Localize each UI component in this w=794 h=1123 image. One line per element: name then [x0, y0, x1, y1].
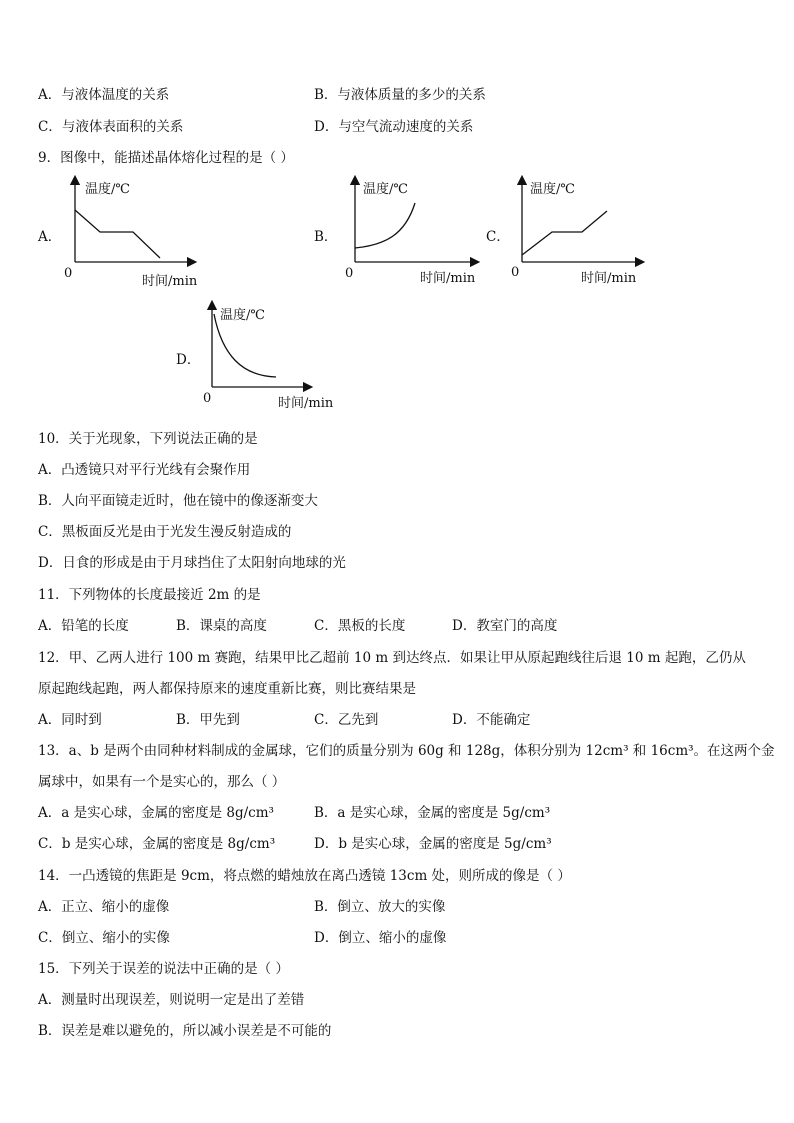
- curve-rising: [355, 203, 415, 248]
- x-label: 时间/min: [581, 271, 637, 286]
- q12-stem-line2: 原起跑线起跑，两人都保持原来的速度重新比赛，则比赛结果是: [38, 681, 416, 697]
- q15-stem: 15．下列关于误差的说法中正确的是（ ）: [38, 961, 289, 977]
- y-label: 温度/℃: [85, 182, 130, 197]
- origin-label: 0: [64, 266, 73, 281]
- x-label: 时间/min: [278, 396, 334, 411]
- q9-graph-b-label: B．: [314, 229, 338, 245]
- q11-option-c: C．黑板的长度: [314, 618, 406, 634]
- origin-label: 0: [203, 391, 212, 406]
- q11-option-b: B．课桌的高度: [176, 618, 267, 634]
- q14-stem: 14．一凸透镜的焦距是 9cm，将点燃的蜡烛放在离凸透镜 13cm 处，则所成的像是（ ）: [38, 868, 571, 884]
- q11-stem: 11．下列物体的长度最接近 2m 的是: [38, 587, 261, 603]
- origin-label: 0: [511, 265, 520, 280]
- y-label: 温度/℃: [363, 182, 408, 197]
- q12-option-a: A．同时到: [38, 712, 102, 728]
- q14-option-b: B．倒立、放大的实像: [314, 899, 446, 915]
- q8-option-c: C．与液体表面积的关系: [38, 119, 184, 135]
- q13-option-b: B．a 是实心球，金属的密度是 5g/cm³: [314, 805, 551, 821]
- q12-stem-line1: 12．甲、乙两人进行 100 m 赛跑，结果甲比乙超前 10 m 到达终点．如果让甲从原起跑线往后退 10 m 起跑，乙仍从: [38, 650, 746, 666]
- q11-option-a: A．铅笔的长度: [38, 618, 129, 634]
- q9-graph-d-label: D．: [176, 352, 201, 368]
- y-label: 温度/℃: [220, 308, 265, 323]
- curve-decay: [214, 314, 276, 377]
- x-label: 时间/min: [420, 271, 476, 286]
- origin-label: 0: [345, 266, 354, 281]
- q15-option-b: B．误差是难以避免的，所以减小误差是不可能的: [38, 1023, 332, 1039]
- curve-melting-plateau: [522, 211, 607, 255]
- q13-stem-line2: 属球中，如果有一个是实心的，那么（ ）: [38, 774, 286, 790]
- q13-option-a: A．a 是实心球，金属的密度是 8g/cm³: [38, 805, 274, 821]
- q10-option-d: D．日食的形成是由于月球挡住了太阳射向地球的光: [38, 555, 346, 571]
- q10-stem: 10．关于光现象，下列说法正确的是: [38, 431, 258, 447]
- q15-option-a: A．测量时出现误差，则说明一定是出了差错: [38, 992, 305, 1008]
- q13-option-c: C．b 是实心球，金属的密度是 8g/cm³: [38, 836, 276, 852]
- q12-option-c: C．乙先到: [314, 712, 379, 728]
- q14-option-a: A．正立、缩小的虚像: [38, 899, 170, 915]
- q12-option-d: D．不能确定: [452, 712, 531, 728]
- q9-stem: 9．图像中，能描述晶体熔化过程的是（ ）: [38, 150, 294, 166]
- q12-option-b: B．甲先到: [176, 712, 240, 728]
- q14-option-c: C．倒立、缩小的实像: [38, 930, 170, 946]
- q9-graph-b: [335, 175, 495, 290]
- q9-graph-a: [55, 175, 245, 290]
- q8-option-d: D．与空气流动速度的关系: [314, 119, 474, 135]
- q14-option-d: D．倒立、缩小的虚像: [314, 930, 447, 946]
- q13-stem-line1: 13．a、b 是两个由同种材料制成的金属球，它们的质量分别为 60g 和 128g，体积分别为 12cm³ 和 16cm³。在这两个金: [38, 743, 775, 759]
- q9-graph-d: [192, 300, 352, 415]
- q10-option-b: B．人向平面镜走近时，他在镜中的像逐渐变大: [38, 493, 318, 509]
- curve-cooling-plateau: [75, 210, 160, 258]
- q10-option-a: A．凸透镜只对平行光线有会聚作用: [38, 462, 251, 478]
- q9-graph-a-label: A．: [38, 229, 62, 245]
- q9-graph-c: [502, 175, 662, 290]
- q9-graph-c-label: C．: [486, 229, 510, 245]
- q8-option-b: B．与液体质量的多少的关系: [314, 87, 486, 103]
- q10-option-c: C．黑板面反光是由于光发生漫反射造成的: [38, 524, 292, 540]
- q11-option-d: D．教室门的高度: [452, 618, 558, 634]
- x-label: 时间/min: [142, 274, 198, 289]
- y-label: 温度/℃: [530, 182, 575, 197]
- q13-option-d: D．b 是实心球，金属的密度是 5g/cm³: [314, 836, 552, 852]
- q8-option-a: A．与液体温度的关系: [38, 87, 170, 103]
